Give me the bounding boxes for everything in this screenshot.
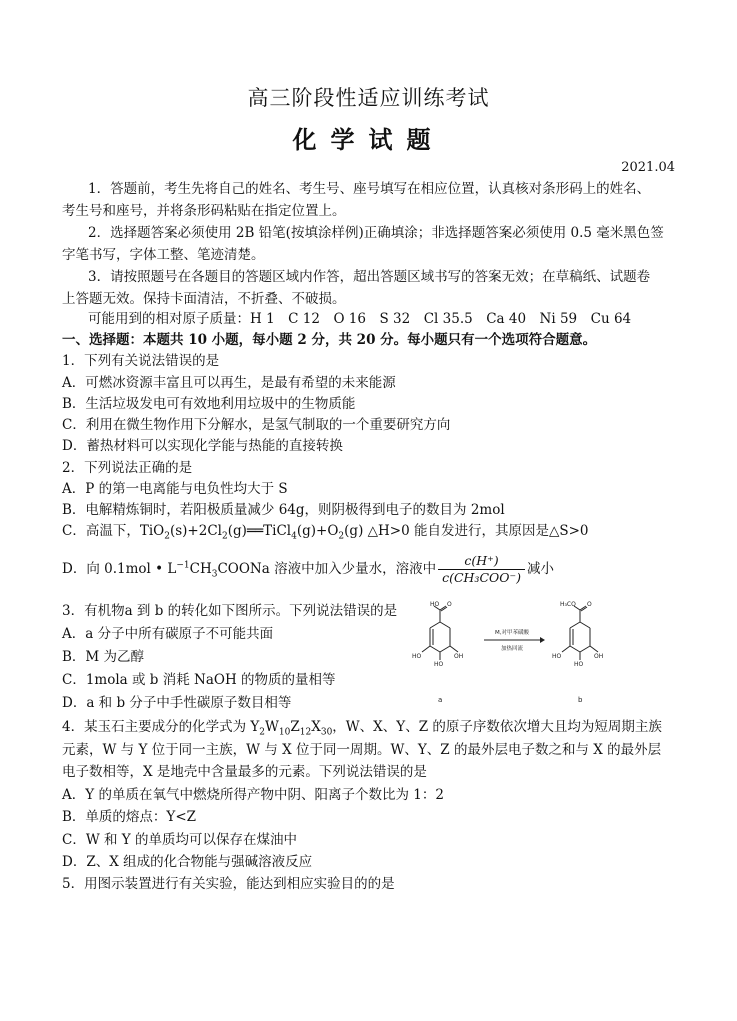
- q2-stem: 2．下列说法正确的是: [62, 460, 193, 476]
- q2-option-a: A．P 的第一电离能与电负性均大于 S: [62, 481, 288, 497]
- q3-stem: 3．有机物a 到 b 的转化如下图所示。下列说法错误的是: [62, 603, 398, 619]
- exam-title: 高三阶段性适应训练考试: [247, 86, 490, 110]
- label-b: b: [578, 696, 583, 704]
- b-oh-bottom: HO: [574, 661, 584, 668]
- a-oh-left: HO: [412, 653, 422, 660]
- a-oh-bottom: HO: [434, 661, 444, 668]
- molecule-b: [562, 606, 598, 660]
- q4-stem-line-3: 电子数相等，X 是地壳中含量最多的元素。下列说法错误的是: [62, 764, 427, 780]
- reagent-top: M,对甲苯磺酸: [495, 630, 529, 636]
- b-oh-right: OH: [594, 653, 604, 660]
- q2-option-d: D．向 0.1mol • $L^{-1}CH_3COONa$ 溶液中加入少量水，溶液中 $\frac{c(H^+)}{\text{c(CH₃COO⁻)}}$ 减小: [62, 553, 554, 585]
- q2-option-c: C．高温下，$TiO_2(s)+2Cl_2(g)══TiCl_4(g)+O_2(g)$ △H>0 能自发进行，其原因是△S>0: [62, 523, 589, 542]
- q1-option-d: D．蓄热材料可以实现化学能与热能的直接转换: [62, 438, 343, 454]
- b-oh-left: HO: [552, 653, 562, 660]
- label-a: a: [438, 696, 443, 704]
- q4-option-a: A．Y 的单质在氧气中燃烧所得产物中阴、阳离子个数比为 1：2: [62, 787, 444, 803]
- instruction-line-4: 字笔书写，字体工整、笔迹清楚。: [62, 247, 265, 263]
- q4-stem-line-2: 元素，W 与 Y 位于同一主族，W 与 X 位于同一周期。W、Y、Z 的最外层电子数之和与 X 的最外层: [62, 742, 662, 758]
- molecule-a: [422, 606, 458, 660]
- q4-stem-line-1: 4．某玉石主要成分的化学式为 $Y_2W_{10}Z_{12}X_{30}$，W、X、Y、Z 的原子序数依次增大且均为短周期主族: [62, 719, 662, 738]
- q4-option-b: B．单质的熔点：Y<Z: [62, 809, 197, 825]
- a-oh-right: OH: [454, 653, 464, 660]
- q3-option-d: D．a 和 b 分子中手性碳原子数目相等: [62, 695, 292, 711]
- q5-stem: 5．用图示装置进行有关实验，能达到相应实验目的的是: [62, 876, 395, 892]
- q4-option-d: D．Z、X 组成的化合物能与强碱溶液反应: [62, 854, 313, 870]
- q3-option-a: A．a 分子中所有碳原子不可能共面: [62, 626, 274, 642]
- instruction-line-5: 3．请按照题号在各题目的答题区域内作答，超出答题区域书写的答案无效；在草稿纸、试题卷: [88, 269, 651, 285]
- concentration-ratio-fraction: $\frac{c(H^+)}{\text{c(CH₃COO⁻)}}$: [438, 553, 525, 586]
- q1-option-c: C．利用在微生物作用下分解水，是氢气制取的一个重要研究方向: [62, 417, 451, 433]
- instruction-line-3: 2．选择题答案必须使用 2B 铅笔(按填涂样例)正确填涂；非选择题答案必须使用 0.5 毫米黑色签: [88, 225, 664, 241]
- exam-date: 2021.04: [621, 160, 675, 175]
- b-methoxy-group: H₃CO: [560, 601, 576, 608]
- a-carbonyl-oxygen: O: [447, 601, 452, 608]
- reaction-scheme-a-to-b: [412, 600, 628, 712]
- q2-option-b: B．电解精炼铜时，若阳极质量减少 64g，则阴极得到电子的数目为 2mol: [62, 502, 505, 518]
- q1-option-b: B．生活垃圾发电可有效地利用垃圾中的生物质能: [62, 396, 356, 412]
- q4-option-c: C．W 和 Y 的单质均可以保存在煤油中: [62, 832, 297, 848]
- q3-option-b: B．M 为乙醇: [62, 649, 145, 665]
- instruction-line-6: 上答题无效。保持卡面清洁，不折叠、不破损。: [62, 291, 346, 307]
- q1-option-a: A．可燃冰资源丰富且可以再生，是最有希望的未来能源: [62, 375, 396, 391]
- q1-stem: 1．下列有关说法错误的是: [62, 353, 220, 369]
- section-1-heading: 一、选择题：本题共 10 小题，每小题 2 分，共 20 分。每小题只有一个选项符合题意。: [62, 332, 597, 348]
- a-hydroxyl-of-acid: HO: [430, 601, 440, 608]
- instruction-line-1: 1．答题前，考生先将自己的姓名、考生号、座号填写在相应位置，认真核对条形码上的姓名、: [88, 181, 651, 197]
- q3-option-c: C．1mola 或 b 消耗 NaOH 的物质的量相等: [62, 672, 336, 688]
- atomic-masses: 可能用到的相对原子质量：H 1 C 12 O 16 S 32 Cl 35.5 Ca 40 Ni 59 Cu 64: [88, 311, 632, 327]
- reagent-bottom: 加热回流: [500, 646, 524, 652]
- b-carbonyl-oxygen: O: [587, 601, 592, 608]
- instruction-line-2: 考生号和座号，并将条形码粘贴在指定位置上。: [62, 203, 346, 219]
- subject-title: 化学试题: [292, 126, 445, 154]
